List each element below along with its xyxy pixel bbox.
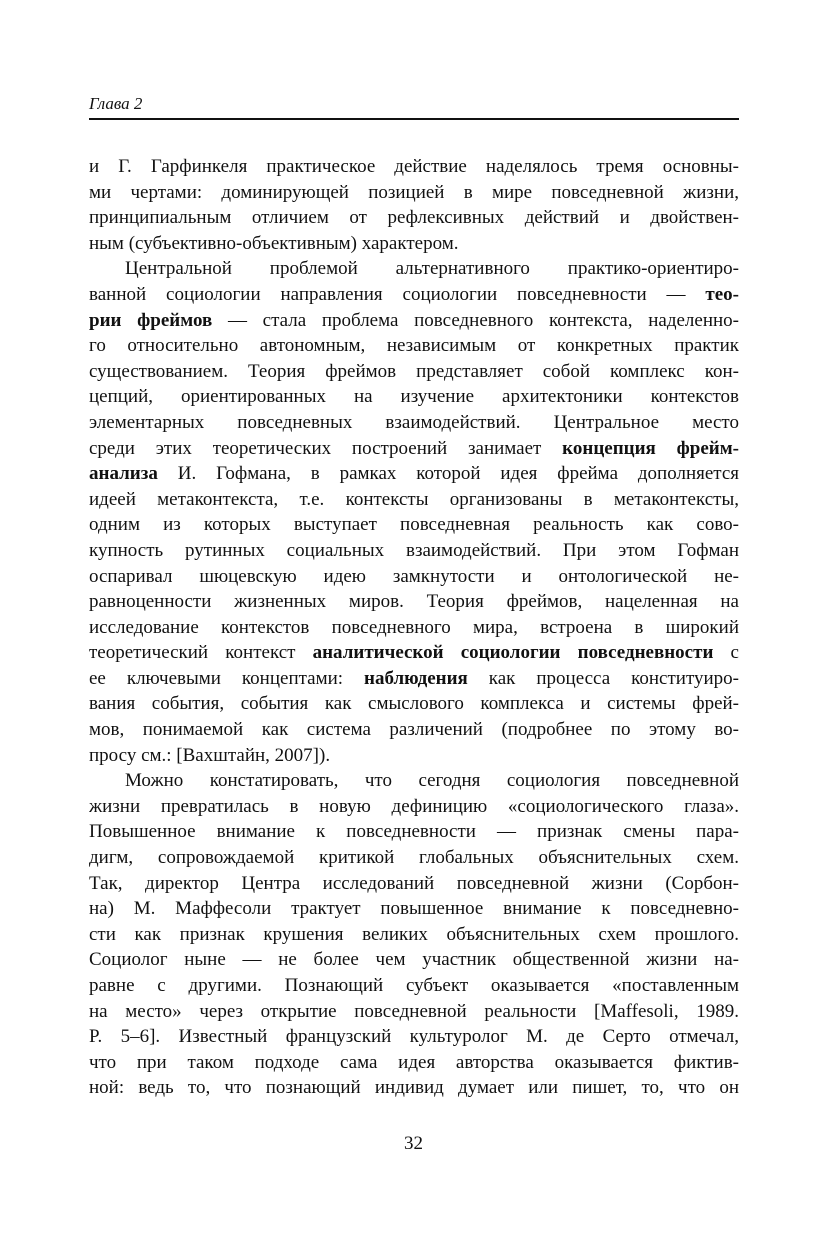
bold-term: анализа: [89, 463, 158, 485]
text-run: идеей метаконтекста, т.е. контексты организованы в метаконтексты,: [89, 488, 739, 510]
text-run: равноценности жизненных миров. Теория фреймов, нацеленная на: [89, 591, 739, 613]
text-line: [89, 436, 739, 462]
text-line: [89, 589, 739, 615]
text-line: [89, 512, 739, 538]
text-run: Центральной проблемой альтернативного практико-ориентиро-: [125, 258, 739, 280]
text-run: оспаривал шюцевскую идею замкнутости и онтологической не-: [89, 565, 739, 587]
text-run: на место» через открытие повседневной реальности [Maffesoli, 1989.: [89, 1000, 739, 1022]
text-line: [89, 1024, 739, 1050]
text-run: Социолог ныне — не более чем участник общественной жизни на-: [89, 949, 739, 971]
text-run: И. Гофмана, в рамках которой идея фрейма дополняется: [157, 463, 739, 485]
text-run: среди этих теоретических построений занимает: [89, 437, 563, 459]
bold-term: рии фреймов: [89, 309, 213, 331]
bold-term: наблюдения: [364, 667, 468, 689]
text-line: [89, 384, 739, 410]
text-run: жизни превратилась в новую дефиницию «социологического глаза».: [89, 795, 739, 817]
page-number: 32: [404, 1133, 423, 1154]
text-run: с: [713, 642, 739, 664]
text-run: как процесса конституиро-: [467, 667, 739, 689]
text-run: сти как признак крушения великих объяснительных схем прошлого.: [89, 923, 739, 945]
paragraph: [89, 256, 739, 768]
text-run: исследование контекстов повседневного мира, встроена в широкий: [89, 616, 739, 638]
text-line: [89, 308, 739, 334]
bold-term: концепция фрейм-: [562, 437, 739, 459]
text-line: [89, 717, 739, 743]
text-run: и Г. Гарфинкеля практическое действие наделялось тремя основны-: [89, 156, 739, 177]
text-line: [89, 461, 739, 487]
text-run: одним из которых выступает повседневная реальность как сово-: [89, 514, 739, 536]
text-line: [89, 640, 739, 666]
text-run: дигм, сопровождаемой критикой глобальных объяснительных схем.: [89, 847, 739, 869]
text-line: [89, 205, 739, 231]
text-run: ной: ведь то, что познающий индивид думает или пишет, то, что он: [89, 1077, 739, 1099]
text-line: [89, 871, 739, 897]
text-line: [89, 947, 739, 973]
text-run: просу см.: [Вахштайн, 2007]).: [89, 744, 331, 766]
text-run: Повышенное внимание к повседневности — признак смены пара-: [89, 821, 739, 843]
chapter-label: Глава 2: [89, 94, 143, 113]
text-line: [89, 256, 739, 282]
text-run: существованием. Теория фреймов представляет собой комплекс кон-: [89, 360, 739, 382]
text-line: [89, 154, 739, 180]
text-line: [89, 359, 739, 385]
text-line: [89, 231, 739, 257]
text-run: P. 5–6]. Известный французский культуролог М. де Серто отмечал,: [89, 1026, 739, 1048]
text-line: [89, 845, 739, 871]
text-line: [89, 794, 739, 820]
bold-term: тео-: [705, 283, 739, 305]
text-line: [89, 615, 739, 641]
text-run: мов, понимаемой как система различений (подробнее по этому во-: [89, 719, 739, 741]
text-line: [89, 180, 739, 206]
text-line: [89, 487, 739, 513]
body-text: [89, 154, 739, 1101]
text-line: [89, 691, 739, 717]
text-line: [89, 819, 739, 845]
text-run: что при таком подходе сама идея авторства оказывается фиктив-: [89, 1051, 739, 1073]
text-line: [89, 999, 739, 1025]
text-run: ми чертами: доминирующей позицией в мире повседневной жизни,: [89, 181, 739, 203]
text-line: [89, 410, 739, 436]
paragraph: [89, 768, 739, 1101]
text-run: ным (субъективно-объективным) характером.: [89, 232, 459, 254]
text-run: Так, директор Центра исследований повседневной жизни (Сорбон-: [89, 872, 739, 894]
text-run: теоретический контекст: [89, 642, 313, 664]
text-line: [89, 564, 739, 590]
bold-term: аналитической социологии повседневности: [312, 642, 714, 664]
text-line: [89, 282, 739, 308]
text-line: [89, 922, 739, 948]
text-run: на) М. Маффесоли трактует повышенное внимание к повседневно-: [89, 898, 739, 920]
text-line: [89, 896, 739, 922]
text-line: [89, 666, 739, 692]
text-run: вания события, события как смыслового комплекса и системы фрей-: [89, 693, 739, 715]
text-run: равне с другими. Познающий субъект оказывается «поставленным: [89, 975, 739, 996]
text-line: [89, 973, 739, 999]
text-run: — стала проблема повседневного контекста, наделенно-: [212, 309, 739, 331]
text-run: купность рутинных социальных взаимодействий. При этом Гофман: [89, 539, 739, 561]
text-line: [89, 1075, 739, 1101]
text-line: [89, 768, 739, 794]
text-line: [89, 333, 739, 359]
text-run: цепций, ориентированных на изучение архитектоники контекстов: [89, 386, 739, 408]
text-run: элементарных повседневных взаимодействий. Центральное место: [89, 411, 739, 433]
text-run: принципиальным отличием от рефлексивных действий и двойствен-: [89, 207, 739, 229]
text-line: [89, 538, 739, 564]
text-line: [89, 1050, 739, 1076]
text-run: ее ключевыми концептами:: [89, 667, 365, 689]
text-run: ванной социологии направления социологии повседневности —: [89, 283, 706, 305]
text-run: Можно констатировать, что сегодня социология повседневной: [125, 770, 739, 792]
running-header: [89, 94, 739, 120]
paragraph: [89, 154, 739, 256]
text-line: [89, 743, 739, 769]
text-run: го относительно автономным, независимым от конкретных практик: [89, 335, 739, 357]
